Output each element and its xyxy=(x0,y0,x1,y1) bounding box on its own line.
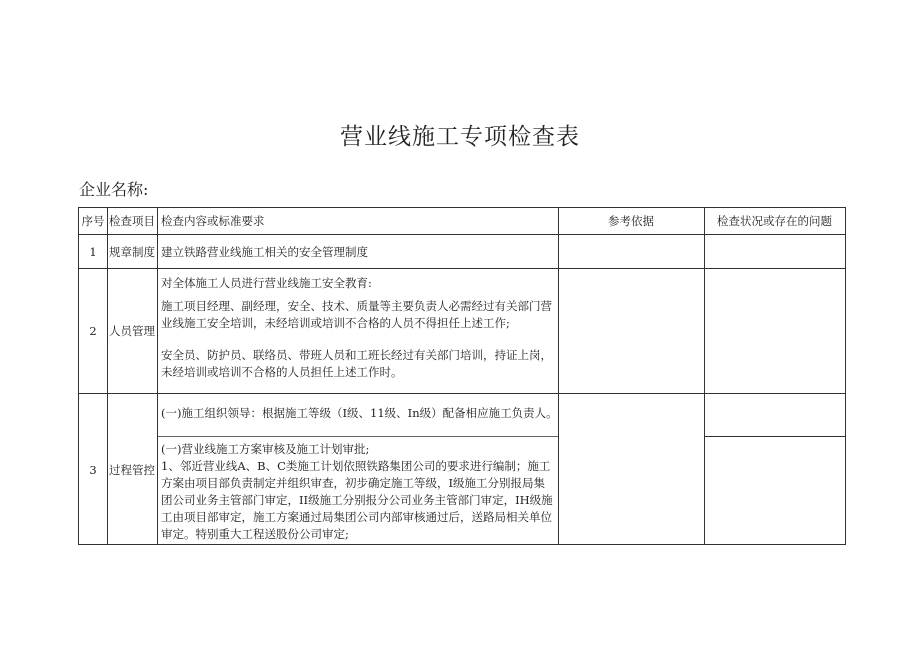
inspection-table xyxy=(78,207,846,545)
header-content: 检查内容或标准要求 xyxy=(161,214,265,228)
document-title: 营业线施工专项检查表 xyxy=(340,124,580,150)
column-divider xyxy=(558,208,559,544)
row-3-item: 过程管控 xyxy=(109,463,155,477)
row-divider xyxy=(79,393,845,394)
header-status: 检查状况或存在的问题 xyxy=(717,214,832,228)
row-1-content: 建立铁路营业线施工相关的安全管理制度 xyxy=(161,245,368,259)
sub-row-divider xyxy=(158,436,558,437)
company-name-label: 企业名称: xyxy=(79,180,149,199)
header-basis: 参考依据 xyxy=(608,214,654,228)
row-divider xyxy=(79,234,845,235)
row-3-content-2: (一)营业线施工方案审核及施工计划审批; xyxy=(161,442,370,456)
row-2-content-3: 安全员、防护员、联络员、带班人员和工班长经过有关部门培训，持证上岗，未经培训或培训不合格的人员担任上述工作时。 xyxy=(161,348,552,379)
row-2-item: 人员管理 xyxy=(109,324,155,338)
row-3-content-1: (一)施工组织领导：根据施工等级（I级、11级、In级）配备相应施工负责人。 xyxy=(161,406,558,420)
header-item: 检查项目 xyxy=(109,214,155,228)
column-divider xyxy=(704,208,705,544)
column-divider xyxy=(157,208,158,544)
row-2-content-1: 对全体施工人员进行营业线施工安全教育: xyxy=(161,276,372,290)
status-divider xyxy=(704,436,845,437)
row-3-no: 3 xyxy=(89,463,97,477)
row-2-no: 2 xyxy=(89,324,97,338)
row-1-item: 规章制度 xyxy=(109,245,155,259)
row-2-content-2: 施工项目经理、副经理，安全、技术、质量等主要负责人必需经过有关部门营业线施工安全培训，未经培训或培训不合格的人员不得担任上述工作; xyxy=(161,299,552,330)
row-3-content-3: 1、邻近营业线A、B、C类施工计划依照铁路集团公司的要求进行编制；施工方案由项目部负责制定并组织审查，初步确定施工等级，I级施工分别报局集团公司业务主管部门审定，II级施工分别报分公司业务主管部门审定，IH级施工由项目部审定，施工方案通过局集团公司内部审核通过后，送路局相关单位审定。特别重大工程送股份公司审定; xyxy=(161,459,553,541)
row-1-no: 1 xyxy=(89,245,97,259)
row-divider xyxy=(79,268,845,269)
header-no: 序号 xyxy=(81,214,105,228)
